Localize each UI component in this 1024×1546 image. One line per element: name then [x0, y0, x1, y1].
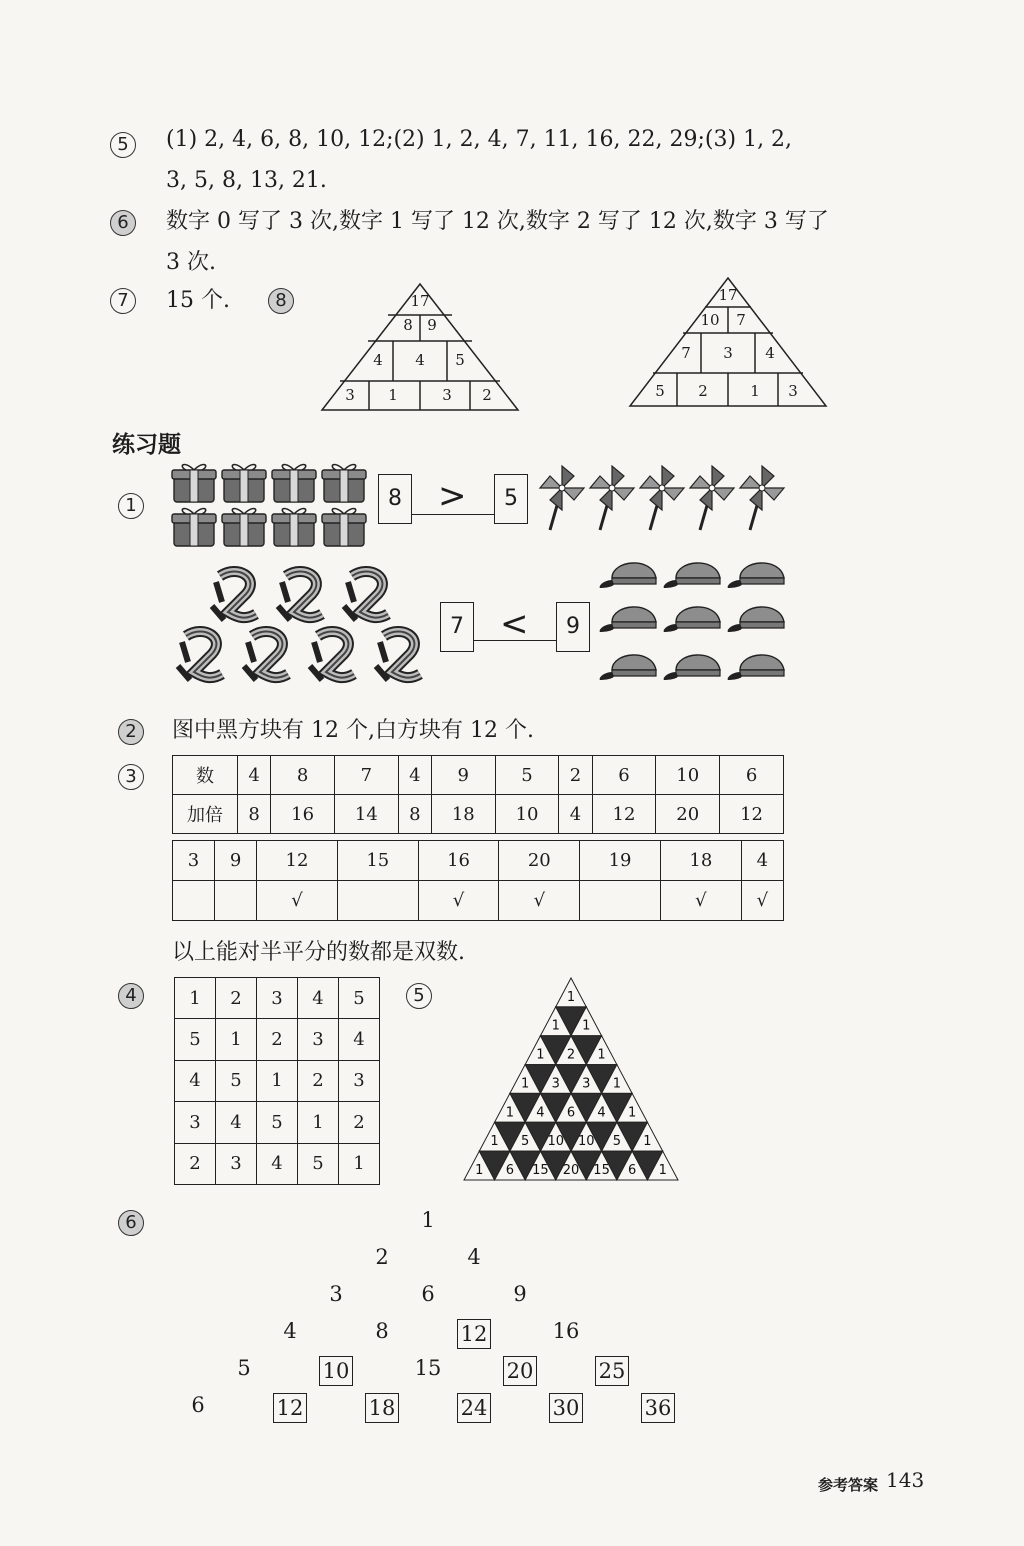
- grid-cell: 4: [339, 1019, 380, 1060]
- grid-cell: 4: [257, 1143, 298, 1184]
- grid-cell: 3: [298, 1019, 339, 1060]
- number-box: 18: [365, 1393, 400, 1423]
- pascal-number: 3: [551, 1076, 560, 1092]
- grid-cell: 4: [298, 978, 339, 1019]
- tri-cell: 4: [415, 351, 425, 369]
- boxed-number: [454, 1319, 494, 1349]
- q8-marker: 8: [268, 288, 294, 314]
- cap-group: [596, 556, 796, 696]
- grid-cell: 2: [175, 1143, 216, 1184]
- pascal-number: 10: [547, 1134, 564, 1150]
- boxed-number: [638, 1393, 678, 1423]
- tri-cell: 9: [427, 316, 437, 334]
- check-cell: √: [660, 881, 741, 921]
- boxed-number: [316, 1356, 356, 1386]
- grid-cell: 2: [298, 1060, 339, 1101]
- pascal-number: 1: [612, 1076, 621, 1092]
- table-cell: 15: [337, 841, 418, 881]
- pascal-number: 4: [597, 1105, 606, 1121]
- q7-marker: 7: [110, 288, 136, 314]
- q5-line2: 3, 5, 8, 13, 21.: [166, 168, 327, 193]
- compare-left-box: 8: [378, 474, 412, 524]
- pascal-number: 5: [612, 1134, 621, 1150]
- table-cell: 4: [238, 756, 271, 795]
- grid-cell: 1: [216, 1019, 257, 1060]
- pyramid-number: 4: [283, 1319, 297, 1343]
- p2-answer: 图中黑方块有 12 个,白方块有 12 个.: [172, 718, 534, 743]
- row-header: 数: [173, 756, 238, 795]
- check-cell: [580, 881, 661, 921]
- pascal-number: 10: [578, 1134, 595, 1150]
- footer-label: 参考答案: [818, 1476, 879, 1494]
- page-number: 143: [886, 1468, 925, 1492]
- table-cell: 10: [656, 756, 720, 795]
- pascal-number: 5: [521, 1134, 530, 1150]
- pyramid-number: 15: [414, 1356, 442, 1380]
- grid-cell: 4: [175, 1060, 216, 1101]
- compare-line: [474, 640, 556, 641]
- number-box: 20: [503, 1356, 538, 1386]
- table-cell: 2: [559, 756, 592, 795]
- check-cell: [215, 881, 257, 921]
- even-check-table: [172, 840, 784, 921]
- grid-cell: 1: [175, 978, 216, 1019]
- table-cell: 4: [741, 841, 783, 881]
- table-cell: 5: [495, 756, 559, 795]
- compare-line: [412, 514, 494, 515]
- number-box: 24: [457, 1393, 492, 1423]
- p2-marker: 2: [118, 719, 144, 745]
- tri-cell: 7: [681, 344, 691, 362]
- grid-cell: 3: [175, 1102, 216, 1143]
- latin-square-grid: [174, 977, 380, 1185]
- grid-cell: 1: [298, 1102, 339, 1143]
- pyramid-number: 9: [513, 1282, 527, 1306]
- grid-cell: 5: [339, 978, 380, 1019]
- tri-cell: 2: [698, 382, 708, 400]
- tri-cell: 4: [765, 344, 775, 362]
- grid-cell: 4: [216, 1102, 257, 1143]
- grid-cell: 5: [298, 1143, 339, 1184]
- pascal-number: 6: [566, 1105, 576, 1121]
- pascal-number: 1: [597, 1047, 606, 1063]
- boxed-number: [362, 1393, 402, 1423]
- gift-group: [170, 460, 370, 550]
- tri-cell: 3: [345, 386, 355, 404]
- pascal-triangle-shading: [462, 976, 680, 1182]
- pascal-number: 1: [658, 1163, 667, 1178]
- pascal-number: 6: [628, 1163, 637, 1178]
- number-box: 12: [273, 1393, 308, 1423]
- q5-line1: (1) 2, 4, 6, 8, 10, 12;(2) 1, 2, 4, 7, 11, 16, 22, 29;(3) 1, 2,: [166, 127, 793, 152]
- gift-box-icon: [170, 460, 370, 550]
- pyramid-number: 3: [329, 1282, 343, 1306]
- pyramid-number: 6: [191, 1393, 205, 1417]
- tri-cell: 17: [410, 292, 430, 310]
- pascal-number: 1: [628, 1105, 637, 1121]
- table-cell: 6: [592, 756, 656, 795]
- table-cell: 6: [720, 756, 784, 795]
- tri-cell: 8: [403, 316, 413, 334]
- pascal-triangle: [462, 976, 680, 1182]
- pascal-number: 20: [562, 1163, 580, 1178]
- pyramid-number: 5: [237, 1356, 251, 1380]
- grid-cell: 1: [257, 1060, 298, 1101]
- pascal-number: 1: [551, 1018, 560, 1034]
- compare-right-box: 5: [494, 474, 528, 524]
- p1-marker: 1: [118, 493, 144, 519]
- check-cell: √: [418, 881, 499, 921]
- check-cell: [337, 881, 418, 921]
- p4-marker: 4: [118, 983, 144, 1009]
- cap-icon: [596, 556, 796, 696]
- q7-answer: 15 个.: [166, 288, 230, 313]
- table-cell: 7: [334, 756, 398, 795]
- number-box: 12: [457, 1319, 492, 1349]
- table-cell: 12: [257, 841, 338, 881]
- grid-cell: 2: [339, 1102, 380, 1143]
- check-cell: [173, 881, 215, 921]
- tri-cell: 17: [718, 286, 738, 304]
- grid-cell: 2: [216, 978, 257, 1019]
- q6-marker: 6: [110, 210, 136, 236]
- table-cell: 18: [431, 795, 495, 834]
- pascal-number: 1: [521, 1076, 530, 1092]
- p6-marker: 6: [118, 1210, 144, 1236]
- table-cell: 9: [431, 756, 495, 795]
- table-cell: 19: [580, 841, 661, 881]
- tri-cell: 3: [442, 386, 452, 404]
- pyramid-number: 2: [375, 1245, 389, 1269]
- q6-line1: 数字 0 写了 3 次,数字 1 写了 12 次,数字 2 写了 12 次,数字 3 写了: [166, 209, 829, 234]
- table-cell: 4: [398, 756, 431, 795]
- grid-cell: 5: [257, 1102, 298, 1143]
- p3-marker: 3: [118, 764, 144, 790]
- tri-cell: 7: [736, 311, 746, 329]
- table-cell: 9: [215, 841, 257, 881]
- tri-cell: 2: [482, 386, 492, 404]
- pinwheel-icon: [536, 464, 796, 534]
- pascal-number: 6: [505, 1163, 514, 1178]
- table-cell: 8: [238, 795, 271, 834]
- tri-cell: 3: [788, 382, 798, 400]
- pascal-number: 1: [566, 989, 576, 1005]
- check-cell: √: [499, 881, 580, 921]
- pascal-number: 4: [536, 1105, 545, 1121]
- q5-marker: 5: [110, 132, 136, 158]
- pyramid-number: 1: [421, 1208, 435, 1232]
- tri-cell: 4: [373, 351, 383, 369]
- grid-cell: 2: [257, 1019, 298, 1060]
- grid-cell: 5: [175, 1019, 216, 1060]
- q6-line2: 3 次.: [166, 250, 216, 275]
- pascal-number: 1: [475, 1163, 484, 1178]
- pascal-number: 2: [566, 1047, 576, 1063]
- tri-cell: 1: [750, 382, 760, 400]
- boxed-number: [270, 1393, 310, 1423]
- grid-cell: 3: [339, 1060, 380, 1101]
- table-cell: 12: [720, 795, 784, 834]
- compare-symbol: <: [500, 604, 529, 644]
- practice-title: 练习题: [112, 432, 181, 458]
- table-cell: 3: [173, 841, 215, 881]
- compare-left-box: 7: [440, 602, 474, 652]
- boxed-number: [454, 1393, 494, 1423]
- number-box: 30: [549, 1393, 584, 1423]
- compare-right-box: 9: [556, 602, 590, 652]
- table-cell: 18: [660, 841, 741, 881]
- table-cell: 20: [499, 841, 580, 881]
- pascal-number: 3: [582, 1076, 591, 1092]
- grid-cell: 1: [339, 1143, 380, 1184]
- pascal-number: 1: [490, 1134, 499, 1150]
- grid-cell: 3: [216, 1143, 257, 1184]
- row-header: 加倍: [173, 795, 238, 834]
- table-cell: 20: [656, 795, 720, 834]
- pascal-number: 1: [643, 1134, 652, 1150]
- number-box: 10: [319, 1356, 354, 1386]
- pascal-number: 1: [505, 1105, 514, 1121]
- compare-symbol: >: [438, 476, 467, 516]
- table-cell: 12: [592, 795, 656, 834]
- p3-conclusion: 以上能对半平分的数都是双数.: [172, 940, 465, 965]
- pyramid-number: 16: [552, 1319, 580, 1343]
- tri-cell: 5: [455, 351, 465, 369]
- pascal-number: 15: [593, 1163, 610, 1178]
- tri-cell: 5: [655, 382, 665, 400]
- boxed-number: [546, 1393, 586, 1423]
- scarf-group: [168, 562, 428, 692]
- check-cell: √: [257, 881, 338, 921]
- grid-cell: 3: [257, 978, 298, 1019]
- table-cell: 8: [398, 795, 431, 834]
- p5-marker: 5: [406, 983, 432, 1009]
- number-box: 25: [595, 1356, 630, 1386]
- pyramid-number: 8: [375, 1319, 389, 1343]
- pascal-number: 15: [532, 1163, 549, 1178]
- tri-cell: 1: [388, 386, 398, 404]
- pascal-number: 1: [582, 1018, 591, 1034]
- table-cell: 8: [271, 756, 335, 795]
- table-cell: 16: [271, 795, 335, 834]
- number-box: 36: [641, 1393, 676, 1423]
- pyramid-number: 6: [421, 1282, 435, 1306]
- scarf-icon: [168, 562, 428, 692]
- boxed-number: [500, 1356, 540, 1386]
- grid-cell: 5: [216, 1060, 257, 1101]
- check-cell: √: [741, 881, 783, 921]
- number-triangle-right: [628, 276, 828, 408]
- tri-cell: 3: [723, 344, 733, 362]
- pyramid-number: 4: [467, 1245, 481, 1269]
- double-table: [172, 755, 784, 834]
- tri-cell: 10: [700, 311, 720, 329]
- pascal-number: 1: [536, 1047, 545, 1063]
- table-cell: 10: [495, 795, 559, 834]
- pinwheel-group: [536, 464, 796, 534]
- table-cell: 16: [418, 841, 499, 881]
- table-cell: 14: [334, 795, 398, 834]
- boxed-number: [592, 1356, 632, 1386]
- table-cell: 4: [559, 795, 592, 834]
- number-triangle-left: [320, 282, 520, 412]
